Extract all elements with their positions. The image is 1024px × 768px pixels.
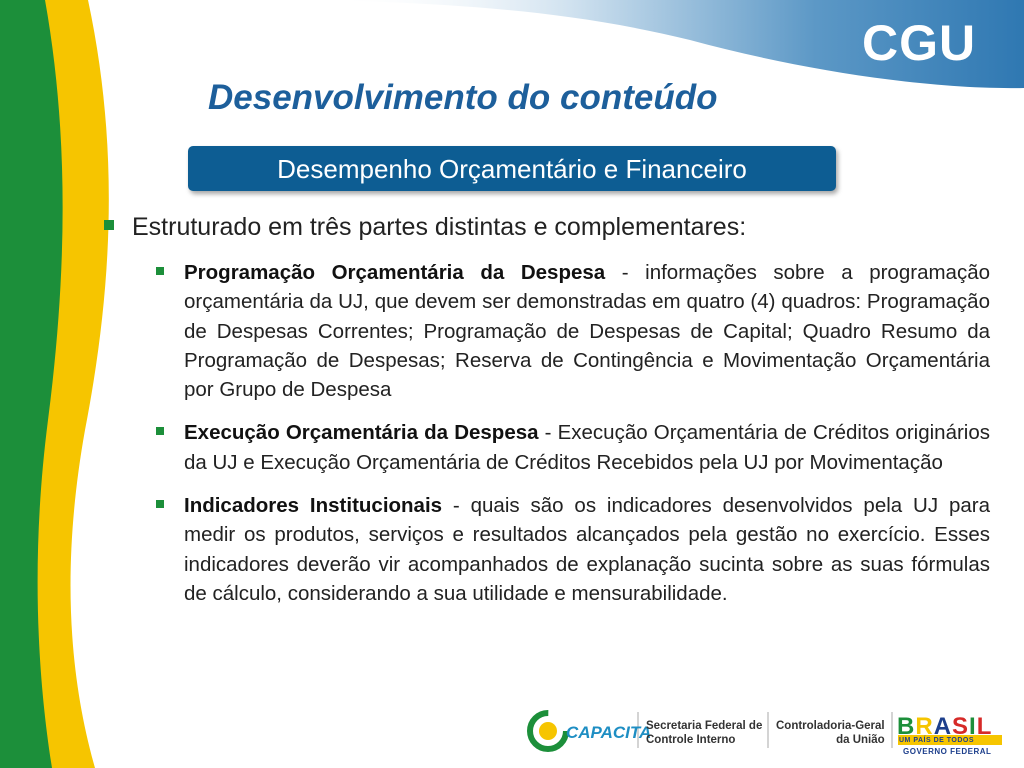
list-item-text [184, 418, 990, 477]
sfci-line2: Controle Interno [646, 734, 736, 746]
brasil-letter: S [952, 713, 970, 740]
capacita-logo-text: CAPACITA [566, 723, 652, 742]
cgu-footer-text [776, 719, 885, 747]
list-item-text [184, 258, 990, 404]
slide-title: Desenvolvimento do conteúdo [208, 78, 718, 117]
list-item [156, 258, 990, 404]
brasil-letter: I [969, 713, 977, 740]
square-bullet-icon [156, 500, 164, 508]
list-item-term: Indicadores Institucionais [184, 494, 443, 518]
brasil-letter: A [933, 713, 953, 740]
brasil-letter: L [976, 713, 993, 740]
square-bullet-icon [156, 427, 164, 435]
slide-content [104, 210, 990, 622]
governo-federal-text: GOVERNO FEDERAL [903, 747, 992, 756]
brasil-tagline: UM PAÍS DE TODOS [899, 737, 975, 744]
main-bullet [104, 210, 990, 244]
list-item-description: - informações sobre a programação orçamentária da UJ, que devem ser demonstradas em quatro (4) quadros: Programação de Despesas Correntes; Programação de Despesas de Capital; Quadro Resumo da Programação de Despesas; Reserva de Contingência e Movimentação Orçamentária por Grupo de Despesa [184, 261, 990, 402]
list-item [156, 418, 990, 477]
capacita-logo [530, 713, 566, 749]
cgu-line2: da União [836, 734, 885, 746]
brasil-letter: R [915, 713, 934, 740]
list-item-term: Execução Orçamentária da Despesa [184, 421, 539, 445]
cgu-line1: Controladoria-Geral [776, 720, 885, 732]
list-item-term: Programação Orçamentária da Despesa [184, 261, 606, 284]
square-bullet-icon [156, 267, 164, 275]
list-item-description: - quais são os indicadores desenvolvidos pela UJ para medir os produtos, serviços e resultados alcançados pela gestão no exercício. Esses indicadores deverão vir acompanhados de explanação sucinta sobre as suas fórmulas de cálculo, considerando a sua utilidade e mensurabilidade. [184, 494, 990, 605]
cgu-logo: CGU [862, 15, 977, 71]
section-subtitle: Desempenho Orçamentário e Financeiro [188, 146, 836, 191]
square-bullet-icon [104, 220, 114, 230]
sfci-line1: Secretaria Federal de [646, 720, 763, 732]
brasil-letter: B [897, 713, 916, 740]
main-bullet-text: Estruturado em três partes distintas e complementares: [132, 213, 747, 241]
list-item-text [184, 491, 990, 608]
sfci-logo-text [646, 719, 762, 747]
list-item-description: - Execução Orçamentária de Créditos originários da UJ e Execução Orçamentária de Créditos Recebidos pela UJ por Movimentação [184, 421, 991, 474]
list-item [156, 491, 990, 608]
